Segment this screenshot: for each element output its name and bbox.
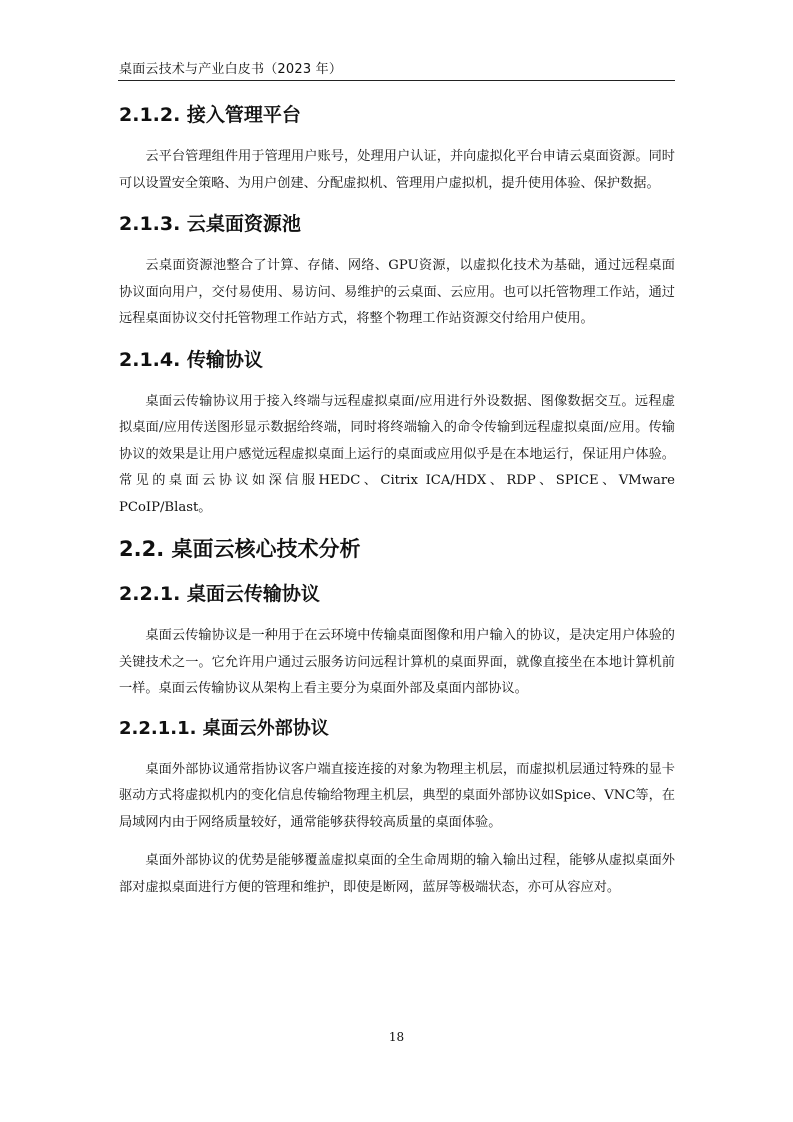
header-rule: [118, 80, 675, 81]
section-heading-2-2: 2.2. 桌面云核心技术分析: [119, 537, 361, 561]
section-heading-2-2-1: 2.2.1. 桌面云传输协议: [119, 583, 320, 605]
paragraph: 桌面外部协议通常指协议客户端直接连接的对象为物理主机层，而虚拟机层通过特殊的显卡驱动方式将虚拟机内的变化信息传输给物理主机层，典型的桌面外部协议如Spice、VNC等，在局域网内由于网络质量较好，通常能够获得较高质量的桌面体验。: [119, 761, 675, 830]
section-heading-2-1-3: 2.1.3. 云桌面资源池: [119, 213, 301, 235]
paragraph: 桌面外部协议的优势是能够覆盖虚拟桌面的全生命周期的输入输出过程，能够从虚拟桌面外部对虚拟桌面进行方便的管理和维护，即使是断网，蓝屏等极端状态，亦可从容应对。: [119, 853, 675, 895]
section-heading-2-2-1-1: 2.2.1.1. 桌面云外部协议: [119, 717, 329, 739]
section-heading-2-1-2: 2.1.2. 接入管理平台: [119, 104, 301, 126]
page-number: 18: [388, 1030, 405, 1044]
page-content: [119, 100, 675, 913]
paragraph: 桌面云传输协议是一种用于在云环境中传输桌面图像和用户输入的协议，是决定用户体验的关键技术之一。它允许用户通过云服务访问远程计算机的桌面界面，就像直接坐在本地计算机前一样。桌面云传输协议从架构上看主要分为桌面外部及桌面内部协议。: [119, 628, 675, 696]
paragraph: 云平台管理组件用于管理用户账号，处理用户认证，并向虚拟化平台申请云桌面资源。同时可以设置安全策略、为用户创建、分配虚拟机、管理用户虚拟机，提升使用体验、保护数据。: [119, 149, 675, 191]
section-heading-2-1-4: 2.1.4. 传输协议: [119, 348, 263, 371]
running-header: 桌面云技术与产业白皮书（2023 年）: [119, 62, 343, 77]
paragraph: 桌面云传输协议用于接入终端与远程虚拟桌面/应用进行外设数据、图像数据交互。远程虚拟桌面/应用传送图形显示数据给终端，同时将终端输入的命令传输到远程虚拟桌面/应用。传输协议的效果是让用户感觉远程虚拟桌面上运行的桌面或应用似乎是在本地运行，保证用户体验。常见的桌面云协议如深信服HEDC、Citrix ICA/HDX、RDP、SPICE、VMware PCoIP/Blast。: [119, 393, 675, 515]
paragraph: 云桌面资源池整合了计算、存储、网络、GPU资源，以虚拟化技术为基础，通过远程桌面协议面向用户，交付易使用、易访问、易维护的云桌面、云应用。也可以托管物理工作站，通过远程桌面协议交付托管物理工作站方式，将整个物理工作站资源交付给用户使用。: [119, 258, 675, 326]
